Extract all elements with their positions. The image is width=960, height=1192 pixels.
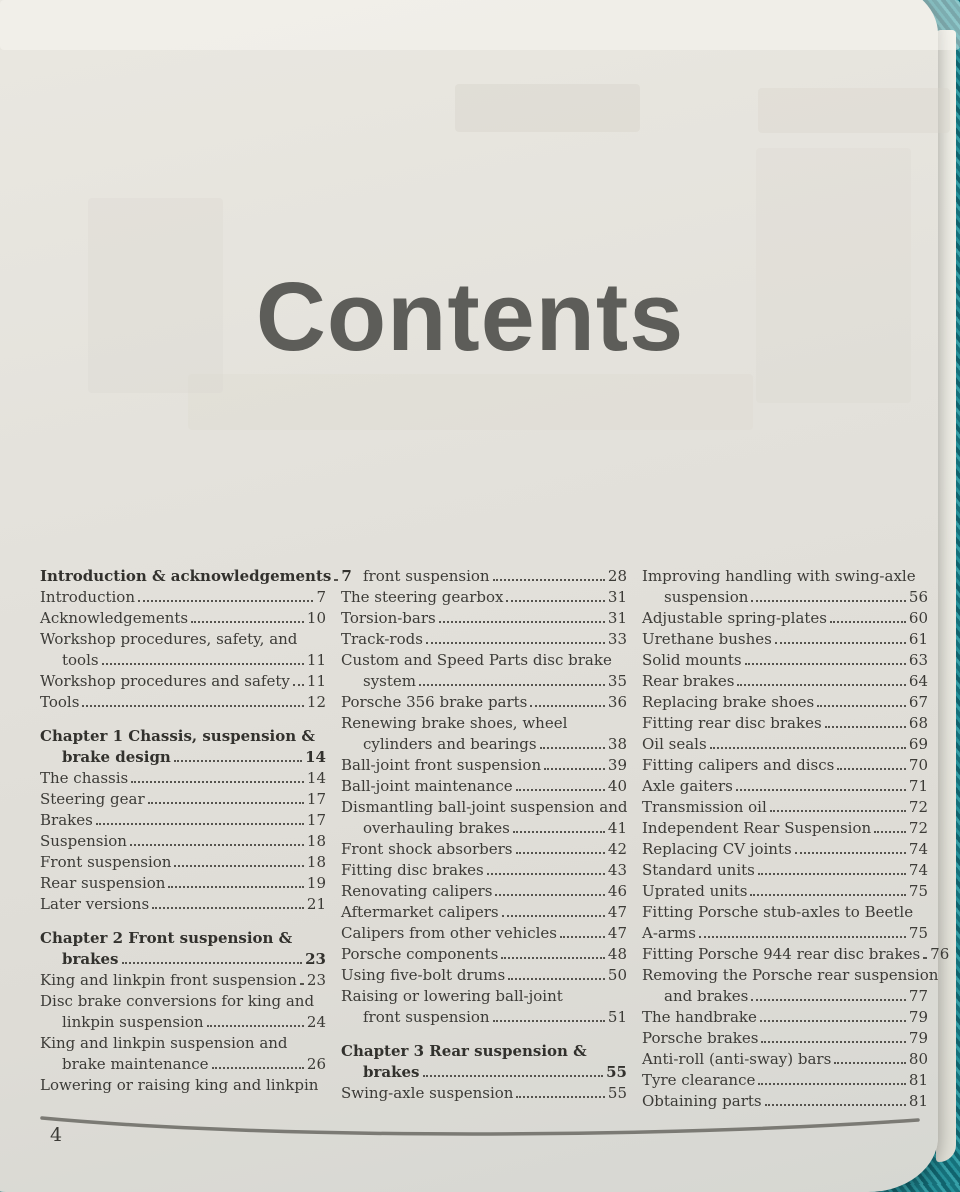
toc-page-number: 24	[306, 1013, 326, 1031]
toc-entry	[642, 797, 928, 818]
toc-entry-text: Aftermarket calipers	[341, 903, 499, 921]
toc-page-number: 38	[607, 735, 627, 753]
toc-entry	[40, 831, 326, 852]
toc-entry	[40, 1054, 326, 1075]
toc-entry-text: Transmission oil	[642, 798, 767, 816]
toc-page-number: 76	[930, 945, 950, 963]
toc-entry-text: Fitting calipers and discs	[642, 756, 835, 774]
toc-entry	[341, 1062, 627, 1083]
footer-page-number: 4	[50, 1124, 63, 1146]
toc-page-number: 42	[607, 840, 627, 858]
toc-entry	[341, 734, 627, 755]
toc-page-number: 14	[306, 769, 326, 787]
toc-page-number: 7	[341, 567, 352, 585]
toc-entry-text: Replacing brake shoes	[642, 693, 815, 711]
toc-entry-text: Tyre clearance	[642, 1071, 756, 1089]
toc-column-3	[642, 566, 950, 1112]
toc-entry	[642, 923, 928, 944]
toc-leader-dots	[758, 1083, 906, 1085]
toc-page-number: 64	[908, 672, 928, 690]
toc-entry-text: Swing-axle suspension	[341, 1084, 514, 1102]
toc-entry	[341, 965, 627, 986]
toc-entry	[642, 713, 928, 734]
toc-page-number: 63	[908, 651, 928, 669]
toc-entry	[341, 818, 627, 839]
toc-entry-text: Urethane bushes	[642, 630, 772, 648]
toc-entry-text: Uprated units	[642, 882, 748, 900]
toc-page-number: 23	[305, 950, 326, 968]
toc-page-number: 31	[607, 588, 627, 606]
toc-entry-text: Lowering or raising king and linkpin	[40, 1076, 319, 1094]
toc-page-number: 69	[908, 735, 928, 753]
toc-entry-text: Fitting rear disc brakes	[642, 714, 822, 732]
toc-entry	[642, 671, 928, 692]
toc-entry-text: King and linkpin suspension and	[40, 1034, 288, 1052]
toc-leader-dots	[493, 1020, 605, 1022]
toc-leader-dots	[923, 957, 927, 959]
toc-entry	[642, 818, 928, 839]
toc-entry	[341, 923, 627, 944]
toc-leader-dots	[419, 684, 605, 686]
toc-page-number: 41	[607, 819, 627, 837]
toc-leader-dots	[837, 768, 906, 770]
toc-entry-text: Workshop procedures and safety	[40, 672, 290, 690]
toc-leader-dots	[745, 663, 906, 665]
toc-entry-text: Axle gaiters	[642, 777, 733, 795]
toc-entry	[341, 671, 627, 692]
toc-entry	[341, 566, 627, 587]
toc-entry	[40, 894, 326, 915]
toc-page-number: 70	[908, 756, 928, 774]
toc-leader-dots	[560, 936, 605, 938]
toc-entry-text: Rear suspension	[40, 874, 166, 892]
toc-entry-text: Rear brakes	[642, 672, 735, 690]
table-of-contents	[40, 566, 950, 1112]
toc-page-number: 28	[607, 567, 627, 585]
toc-entry	[40, 1012, 326, 1033]
toc-entry-text: brake maintenance	[62, 1055, 209, 1073]
toc-entry-text: Chapter 2 Front suspension &	[40, 929, 293, 947]
toc-entry-text: brake design	[62, 748, 171, 766]
toc-entry	[642, 734, 928, 755]
toc-entry-text: Later versions	[40, 895, 150, 913]
page-showthrough	[0, 0, 960, 50]
toc-entry	[642, 902, 928, 923]
toc-leader-dots	[212, 1067, 304, 1069]
toc-entry	[642, 1028, 928, 1049]
toc-entry	[642, 608, 928, 629]
toc-entry	[341, 839, 627, 860]
toc-entry-text: Anti-roll (anti-sway) bars	[642, 1050, 832, 1068]
toc-entry	[642, 965, 939, 986]
toc-page-number: 33	[607, 630, 627, 648]
toc-leader-dots	[174, 760, 302, 762]
toc-leader-dots	[300, 983, 304, 985]
toc-entry-text: Fitting disc brakes	[341, 861, 484, 879]
toc-page-number: 80	[908, 1050, 928, 1068]
toc-leader-dots	[191, 621, 304, 623]
toc-entry	[40, 970, 326, 991]
toc-leader-dots	[148, 802, 304, 804]
toc-leader-dots	[334, 579, 338, 581]
book-page-stack-edge	[936, 30, 956, 1162]
toc-entry	[40, 726, 326, 747]
toc-leader-dots	[487, 873, 605, 875]
toc-entry	[40, 566, 352, 587]
page-showthrough	[455, 84, 640, 132]
toc-page-number: 61	[908, 630, 928, 648]
toc-leader-dots	[122, 962, 303, 964]
toc-entry	[642, 1007, 928, 1028]
toc-page-number: 75	[908, 924, 928, 942]
toc-entry	[40, 789, 326, 810]
toc-page-number: 17	[306, 790, 326, 808]
toc-leader-dots	[502, 915, 605, 917]
toc-leader-dots	[737, 684, 905, 686]
toc-entry-text: Adjustable spring-plates	[642, 609, 828, 627]
toc-entry	[341, 692, 627, 713]
toc-entry-text: Improving handling with swing-axle	[642, 567, 916, 585]
toc-entry	[341, 881, 627, 902]
toc-page-number: 72	[908, 819, 928, 837]
toc-entry-text: Ball-joint maintenance	[341, 777, 513, 795]
toc-entry-text: tools	[62, 651, 99, 669]
toc-leader-dots	[96, 823, 304, 825]
toc-entry-text: Brakes	[40, 811, 93, 829]
toc-entry	[40, 928, 326, 949]
toc-leader-dots	[131, 781, 304, 783]
toc-leader-dots	[516, 789, 605, 791]
toc-entry	[40, 810, 326, 831]
toc-entry-text: Dismantling ball-joint suspension and	[341, 798, 628, 816]
toc-page-number: 35	[607, 672, 627, 690]
toc-page-number: 55	[607, 1084, 627, 1102]
toc-page-number: 18	[306, 832, 326, 850]
toc-page-number: 67	[908, 693, 928, 711]
toc-entry-text: Introduction	[40, 588, 135, 606]
toc-entry-text: Calipers from other vehicles	[341, 924, 557, 942]
toc-page-number: 39	[607, 756, 627, 774]
toc-entry-text: Chapter 1 Chassis, suspension &	[40, 727, 315, 745]
toc-entry-text: King and linkpin front suspension	[40, 971, 297, 989]
toc-entry-text: Workshop procedures, safety, and	[40, 630, 298, 648]
toc-page-number: 36	[607, 693, 627, 711]
toc-leader-dots	[751, 999, 906, 1001]
toc-entry	[40, 949, 326, 970]
toc-leader-dots	[874, 831, 906, 833]
toc-entry-text: Front shock absorbers	[341, 840, 513, 858]
toc-entry-text: Fitting Porsche stub-axles to Beetle	[642, 903, 914, 921]
toc-entry	[40, 629, 326, 650]
toc-leader-dots	[168, 886, 303, 888]
toc-entry-text: Tools	[40, 693, 80, 711]
toc-leader-dots	[795, 852, 906, 854]
toc-entry	[40, 608, 326, 629]
toc-page-number: 40	[607, 777, 627, 795]
toc-entry-text: The handbrake	[642, 1008, 757, 1026]
toc-column-1	[40, 566, 352, 1112]
toc-entry	[40, 650, 326, 671]
toc-entry-text: Disc brake conversions for king and	[40, 992, 315, 1010]
toc-entry	[341, 755, 627, 776]
toc-page-number: 10	[306, 609, 326, 627]
toc-entry	[40, 768, 326, 789]
toc-leader-dots	[699, 936, 906, 938]
toc-entry-text: Suspension	[40, 832, 127, 850]
toc-leader-dots	[508, 978, 605, 980]
toc-page-number: 75	[908, 882, 928, 900]
toc-entry	[341, 986, 627, 1007]
toc-leader-dots	[516, 1096, 604, 1098]
toc-leader-dots	[530, 705, 605, 707]
toc-entry	[642, 839, 928, 860]
toc-leader-dots	[516, 852, 605, 854]
toc-entry-text: front suspension	[363, 1008, 490, 1026]
toc-entry	[341, 902, 627, 923]
toc-page-number: 51	[607, 1008, 627, 1026]
toc-leader-dots	[495, 894, 604, 896]
toc-leader-dots	[426, 642, 605, 644]
toc-page-number: 71	[908, 777, 928, 795]
toc-page-number: 47	[607, 924, 627, 942]
toc-entry-text: Removing the Porsche rear suspension	[642, 966, 939, 984]
toc-leader-dots	[130, 844, 304, 846]
toc-entry	[341, 776, 627, 797]
toc-entry	[341, 629, 627, 650]
toc-entry-text: Obtaining parts	[642, 1092, 762, 1110]
toc-page-number: 18	[306, 853, 326, 871]
footer-rule	[40, 1104, 920, 1150]
page-showthrough	[758, 88, 950, 133]
toc-entry	[40, 747, 326, 768]
toc-page-number: 79	[908, 1029, 928, 1047]
toc-leader-dots	[506, 600, 604, 602]
toc-entry	[341, 713, 627, 734]
toc-entry	[642, 587, 928, 608]
toc-page-number: 72	[908, 798, 928, 816]
toc-entry	[40, 991, 326, 1012]
toc-entry	[642, 1070, 928, 1091]
toc-entry	[341, 797, 627, 818]
toc-page-number: 11	[306, 651, 326, 669]
toc-entry-text: Renewing brake shoes, wheel	[341, 714, 568, 732]
toc-entry-text: Oil seals	[642, 735, 707, 753]
toc-entry	[642, 650, 928, 671]
toc-page-number: 46	[607, 882, 627, 900]
toc-entry	[642, 566, 928, 587]
toc-entry	[341, 650, 627, 671]
toc-page-number: 43	[607, 861, 627, 879]
toc-leader-dots	[751, 600, 906, 602]
toc-page-number: 74	[908, 861, 928, 879]
toc-page-number: 81	[908, 1092, 928, 1110]
toc-entry-text: Front suspension	[40, 853, 172, 871]
toc-page-number: 31	[607, 609, 627, 627]
toc-entry-text: Raising or lowering ball-joint	[341, 987, 563, 1005]
toc-entry	[40, 1033, 326, 1054]
toc-page-number: 47	[607, 903, 627, 921]
toc-page-number: 81	[908, 1071, 928, 1089]
toc-entry-text: Ball-joint front suspension	[341, 756, 542, 774]
page-title: Contents	[255, 261, 685, 371]
toc-entry	[341, 944, 627, 965]
toc-entry	[341, 608, 627, 629]
toc-entry-text: Chapter 3 Rear suspension &	[341, 1042, 587, 1060]
toc-page-number: 74	[908, 840, 928, 858]
toc-entry	[642, 881, 928, 902]
toc-entry-text: Introduction & acknowledgements	[40, 567, 332, 585]
toc-entry-text: Solid mounts	[642, 651, 742, 669]
toc-entry	[642, 986, 928, 1007]
toc-entry-text: Custom and Speed Parts disc brake	[341, 651, 612, 669]
toc-leader-dots	[544, 768, 605, 770]
toc-leader-dots	[758, 873, 906, 875]
toc-page-number: 12	[306, 693, 326, 711]
toc-entry	[642, 755, 928, 776]
toc-page-number: 14	[305, 748, 326, 766]
toc-entry	[341, 860, 627, 881]
toc-leader-dots	[540, 747, 605, 749]
toc-page-number: 19	[306, 874, 326, 892]
toc-entry	[341, 587, 627, 608]
toc-entry-text: Standard units	[642, 861, 755, 879]
toc-page-number: 21	[306, 895, 326, 913]
toc-entry-text: Porsche components	[341, 945, 499, 963]
toc-entry-text: The steering gearbox	[341, 588, 504, 606]
toc-leader-dots	[736, 789, 906, 791]
toc-page-number: 55	[606, 1063, 627, 1081]
toc-page-number: 68	[908, 714, 928, 732]
toc-leader-dots	[775, 642, 906, 644]
toc-leader-dots	[439, 621, 605, 623]
toc-entry-text: Torsion-bars	[341, 609, 436, 627]
toc-leader-dots	[761, 1041, 905, 1043]
toc-leader-dots	[423, 1075, 604, 1077]
toc-leader-dots	[817, 705, 906, 707]
toc-entry	[40, 587, 326, 608]
toc-entry-text: linkpin suspension	[62, 1013, 204, 1031]
toc-page-number: 48	[607, 945, 627, 963]
toc-entry-text: Porsche brakes	[642, 1029, 759, 1047]
toc-leader-dots	[174, 865, 303, 867]
toc-leader-dots	[102, 663, 304, 665]
toc-entry-text: Using five-bolt drums	[341, 966, 506, 984]
toc-entry-text: Porsche 356 brake parts	[341, 693, 528, 711]
toc-entry	[642, 1049, 928, 1070]
toc-entry-text: cylinders and bearings	[363, 735, 537, 753]
toc-page-number: 7	[316, 588, 326, 606]
toc-entry-text: overhauling brakes	[363, 819, 510, 837]
toc-entry	[40, 671, 326, 692]
toc-leader-dots	[760, 1020, 906, 1022]
toc-entry	[642, 776, 928, 797]
toc-entry	[642, 629, 928, 650]
toc-entry-text: brakes	[62, 950, 119, 968]
toc-entry-text: brakes	[363, 1063, 420, 1081]
toc-column-2	[341, 566, 627, 1112]
toc-entry-text: The chassis	[40, 769, 129, 787]
toc-entry	[642, 860, 928, 881]
toc-leader-dots	[710, 747, 906, 749]
toc-page-number: 79	[908, 1008, 928, 1026]
toc-entry	[341, 1083, 627, 1104]
toc-leader-dots	[82, 705, 304, 707]
toc-entry-text: Acknowledgements	[40, 609, 189, 627]
toc-page-number: 56	[908, 588, 928, 606]
toc-entry-text: Renovating calipers	[341, 882, 493, 900]
toc-leader-dots	[830, 621, 906, 623]
toc-entry-text: Replacing CV joints	[642, 840, 792, 858]
toc-entry	[341, 1007, 627, 1028]
toc-entry	[40, 1075, 326, 1096]
toc-leader-dots	[207, 1025, 304, 1027]
toc-leader-dots	[138, 600, 313, 602]
toc-entry-text: and brakes	[664, 987, 749, 1005]
toc-entry	[341, 1041, 627, 1062]
toc-leader-dots	[293, 684, 304, 686]
toc-entry	[40, 852, 326, 873]
toc-page-number: 26	[306, 1055, 326, 1073]
toc-page-number: 11	[306, 672, 326, 690]
toc-leader-dots	[750, 894, 905, 896]
toc-entry-text: Steering gear	[40, 790, 145, 808]
toc-entry-text: system	[363, 672, 416, 690]
toc-leader-dots	[513, 831, 605, 833]
toc-leader-dots	[825, 726, 906, 728]
toc-page-number: 60	[908, 609, 928, 627]
toc-leader-dots	[834, 1062, 906, 1064]
toc-leader-dots	[493, 579, 605, 581]
toc-entry-text: suspension	[664, 588, 749, 606]
toc-page-number: 77	[908, 987, 928, 1005]
toc-entry	[642, 692, 928, 713]
toc-entry	[40, 873, 326, 894]
toc-entry-text: Independent Rear Suspension	[642, 819, 872, 837]
toc-entry-text: front suspension	[363, 567, 490, 585]
toc-entry-text: Fitting Porsche 944 rear disc brakes	[642, 945, 921, 963]
page-showthrough	[188, 374, 753, 430]
toc-page-number: 23	[306, 971, 326, 989]
toc-page-number: 50	[607, 966, 627, 984]
toc-entry-text: Track-rods	[341, 630, 423, 648]
toc-entry-text: A-arms	[642, 924, 696, 942]
toc-page-number: 17	[306, 811, 326, 829]
toc-leader-dots	[501, 957, 605, 959]
toc-leader-dots	[770, 810, 906, 812]
toc-entry	[642, 944, 950, 965]
toc-entry	[40, 692, 326, 713]
toc-leader-dots	[152, 907, 304, 909]
